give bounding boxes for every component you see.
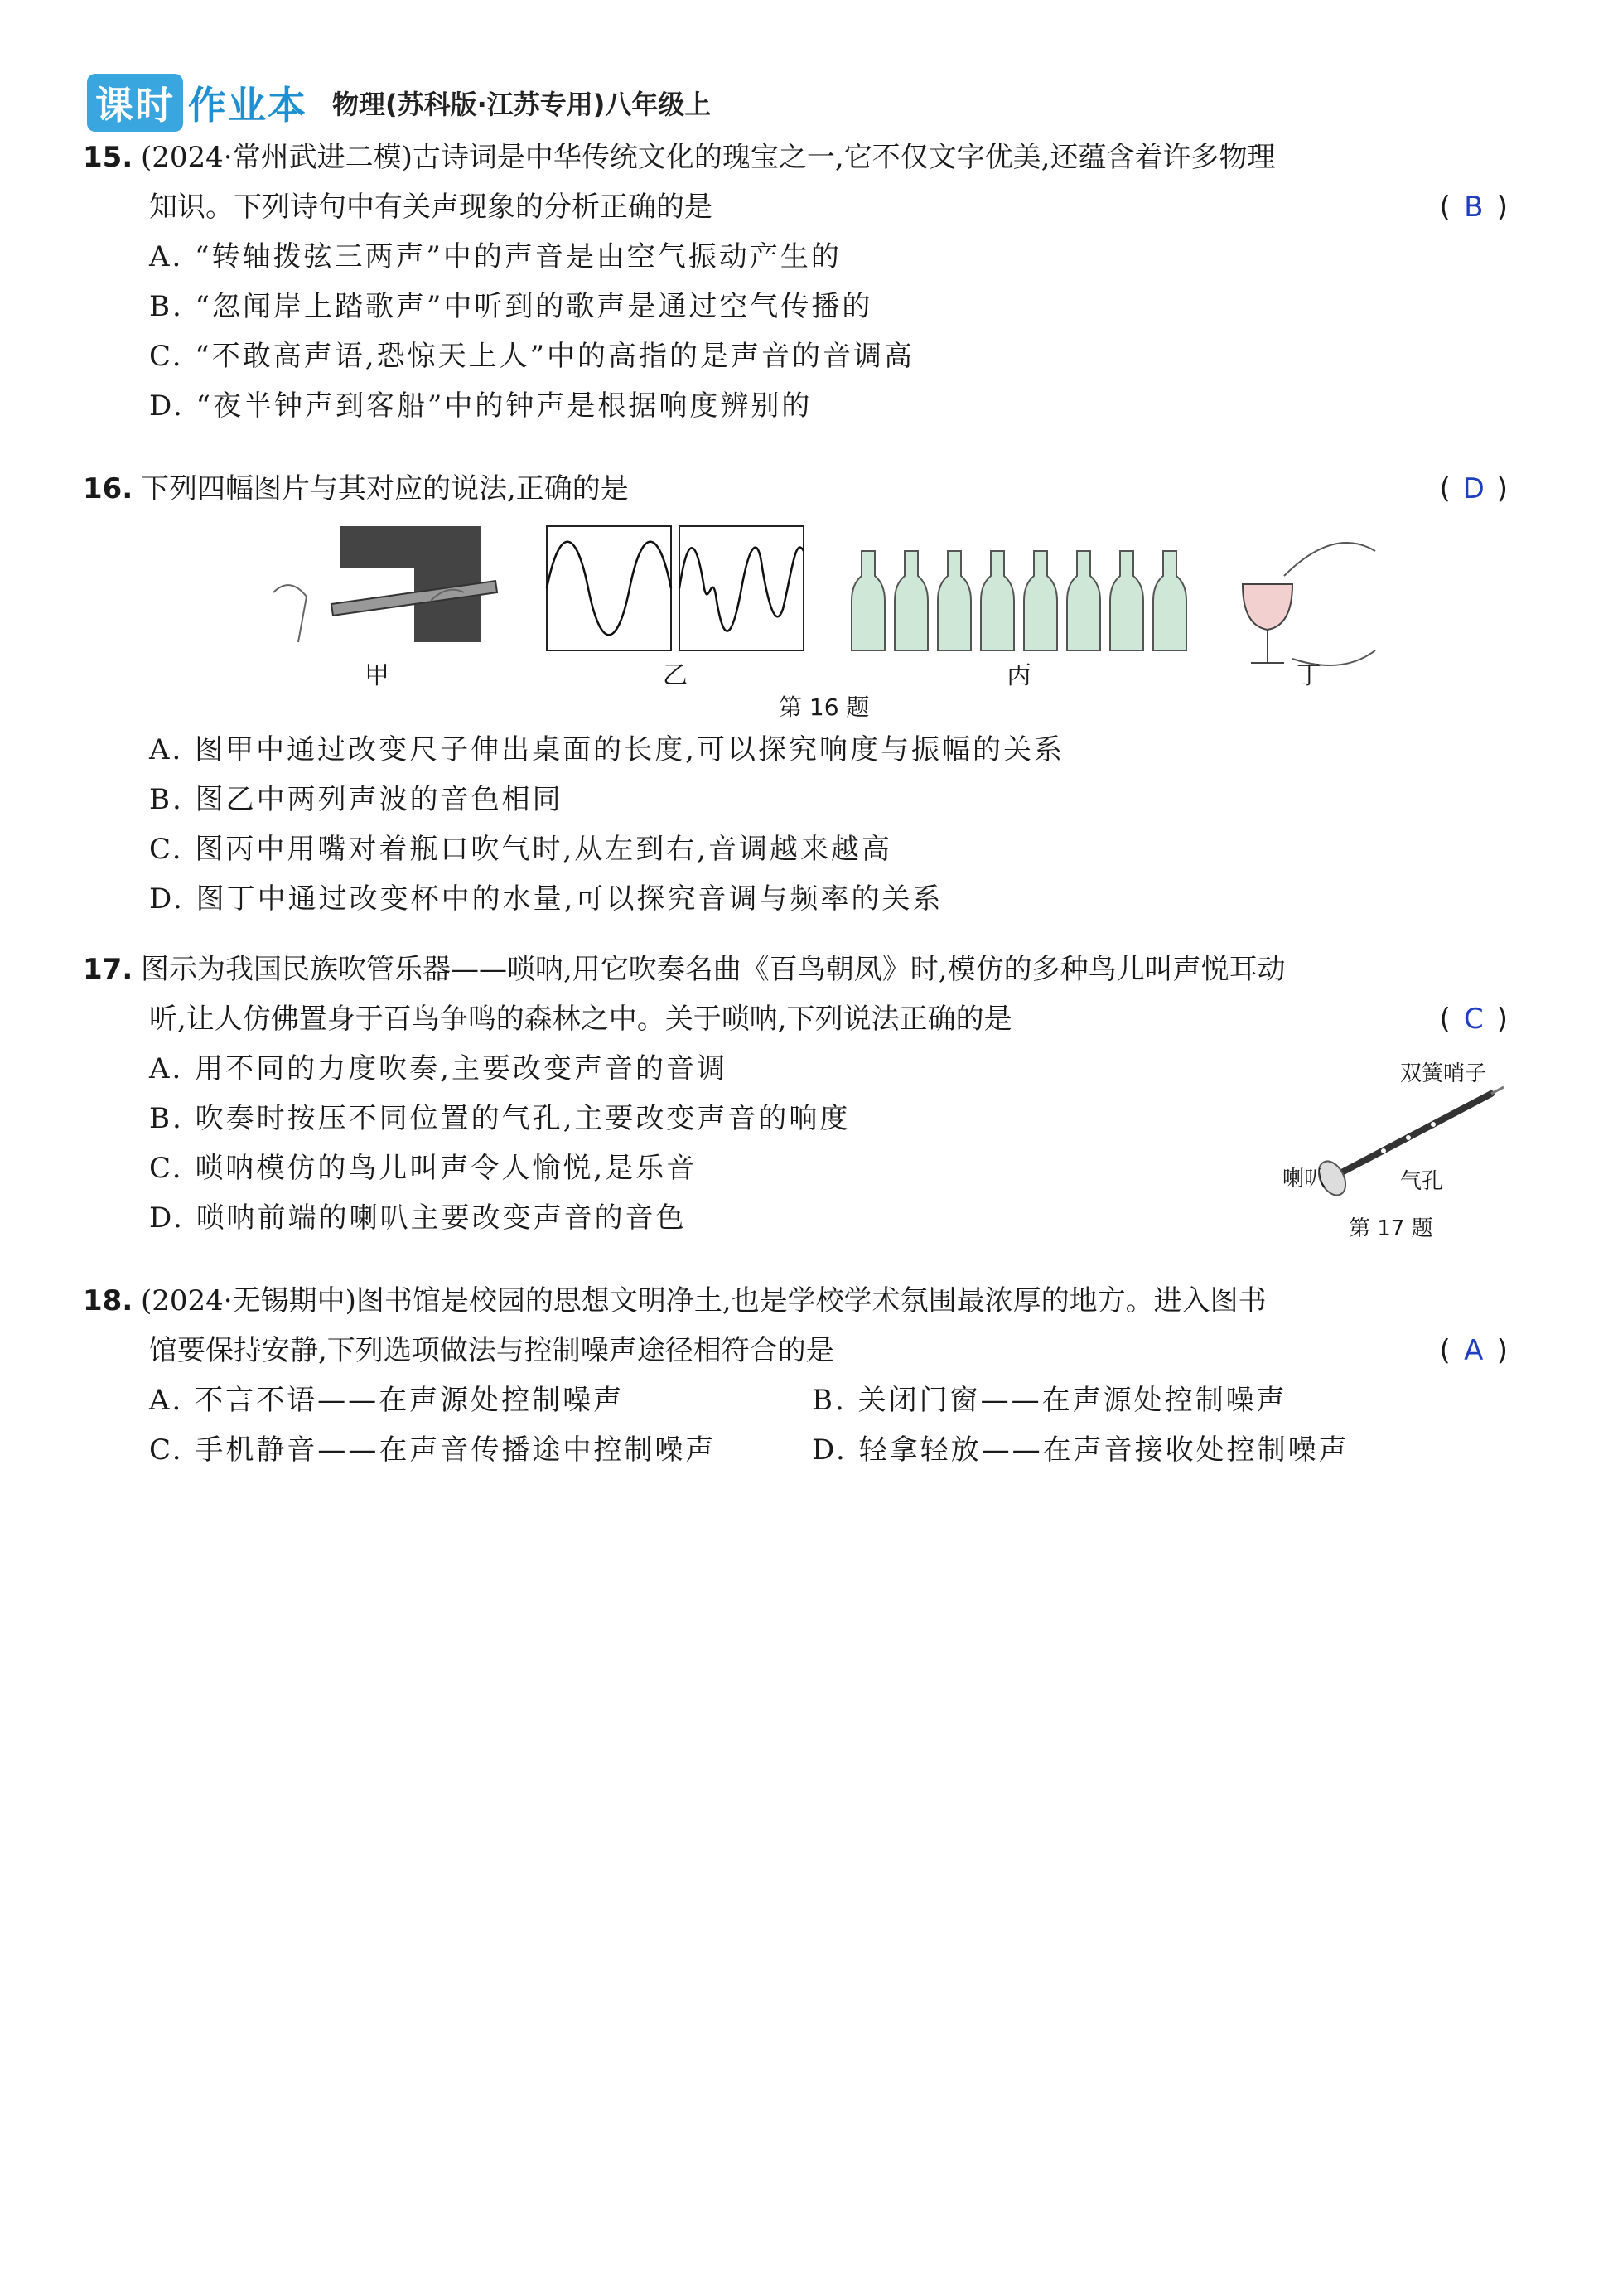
answer-box: ( B ) xyxy=(1439,182,1508,232)
option-d: D. 图丁中通过改变杯中的水量,可以探究音调与频率的关系 xyxy=(149,882,944,916)
question-number: 16. xyxy=(83,472,133,505)
figure-16 xyxy=(265,518,1392,708)
option-c: C. “不敢高声语,恐惊天上人”中的高指的是声音的音调高 xyxy=(149,340,915,373)
option-b: B. 吹奏时按压不同位置的气孔,主要改变声音的响度 xyxy=(149,1102,851,1135)
figure-caption: 第 16 题 xyxy=(779,694,870,721)
fig-label-reed: 双簧哨子 xyxy=(1400,1061,1487,1086)
logo-box: 课时 xyxy=(87,74,183,132)
figure-ding-glass xyxy=(1243,543,1375,665)
option-a: A. 图甲中通过改变尺子伸出桌面的长度,可以探究响度与振幅的关系 xyxy=(149,733,1065,766)
question-stem: 下列四幅图片与其对应的说法,正确的是 xyxy=(141,472,629,505)
option-a: A. “转轴拨弦三两声”中的声音是由空气振动产生的 xyxy=(149,240,842,273)
page-header xyxy=(87,73,711,133)
figure-yi-waveforms xyxy=(547,526,804,650)
answer-box: ( D ) xyxy=(1439,464,1508,514)
option-d: D. 唢呐前端的喇叭主要改变声音的音色 xyxy=(149,1201,687,1235)
option-d: D. “夜半钟声到客船”中的钟声是根据响度辨别的 xyxy=(149,389,813,423)
fig-label-hole: 气孔 xyxy=(1400,1169,1444,1194)
question-18 xyxy=(83,1276,1508,1475)
answer-box: ( C ) xyxy=(1439,994,1508,1044)
option-b: B. “忽闻岸上踏歌声”中听到的歌声是通过空气传播的 xyxy=(149,290,873,323)
fig-label-ding: 丁 xyxy=(1297,661,1321,690)
logo xyxy=(87,74,307,132)
subject-title: 物理(苏科版·江苏专用)八年级上 xyxy=(332,89,712,120)
fig-label-bing: 丙 xyxy=(1007,661,1031,690)
question-stem-line1: 图示为我国民族吹管乐器——唢呐,用它吹奏名曲《百鸟朝凤》时,模仿的多种鸟儿叫声悦耳动 xyxy=(141,953,1286,986)
question-stem-line1: (2024·常州武进二模)古诗词是中华传统文化的瑰宝之一,它不仅文字优美,还蕴含着许多物理 xyxy=(141,141,1276,174)
question-stem-line2: 听,让人仿佛置身于百鸟争鸣的森林之中。关于唢呐,下列说法正确的是 xyxy=(149,1003,1012,1036)
fig-label-jia: 甲 xyxy=(365,661,389,690)
fig-label-horn: 喇叭 xyxy=(1282,1167,1326,1192)
option-c: C. 图丙中用嘴对着瓶口吹气时,从左到右,音调越来越高 xyxy=(149,833,893,866)
question-16-options xyxy=(83,725,1508,924)
figure-jia-ruler xyxy=(273,526,497,642)
answer-letter: C xyxy=(1463,1003,1484,1036)
option-c: C. 手机静音——在声音传播途中控制噪声 xyxy=(149,1433,717,1467)
question-16 xyxy=(83,464,1508,514)
options-row-1 xyxy=(83,1375,1508,1425)
answer-letter: B xyxy=(1464,191,1484,224)
option-c: C. 唢呐模仿的鸟儿叫声令人愉悦,是乐音 xyxy=(149,1152,698,1185)
option-b: B. 关闭门窗——在声源处控制噪声 xyxy=(812,1384,1287,1417)
answer-letter: D xyxy=(1462,472,1485,505)
answer-letter: A xyxy=(1464,1334,1484,1367)
question-number: 15. xyxy=(83,141,133,174)
question-stem-line2: 知识。下列诗句中有关声现象的分析正确的是 xyxy=(149,191,712,224)
question-stem-line1: (2024·无锡期中)图书馆是校园的思想文明净土,也是学校学术氛围最浓厚的地方。进入图书 xyxy=(141,1284,1267,1317)
figure-bing-bottles xyxy=(852,551,1186,650)
option-b: B. 图乙中两列声波的音色相同 xyxy=(149,783,563,816)
figure-caption: 第 17 题 xyxy=(1349,1216,1433,1241)
answer-box: ( A ) xyxy=(1439,1326,1508,1375)
question-15 xyxy=(83,133,1508,431)
option-d: D. 轻拿轻放——在声音接收处控制噪声 xyxy=(812,1433,1350,1467)
question-stem-line2: 馆要保持安静,下列选项做法与控制噪声途径相符合的是 xyxy=(149,1334,834,1367)
option-a: A. 用不同的力度吹奏,主要改变声音的音调 xyxy=(149,1052,727,1085)
options-row-2 xyxy=(83,1425,1508,1475)
question-number: 18. xyxy=(83,1284,133,1317)
fig-label-yi: 乙 xyxy=(663,661,688,690)
question-number: 17. xyxy=(83,953,133,986)
logo-text: 作业本 xyxy=(188,83,307,128)
option-a: A. 不言不语——在声源处控制噪声 xyxy=(149,1384,625,1417)
